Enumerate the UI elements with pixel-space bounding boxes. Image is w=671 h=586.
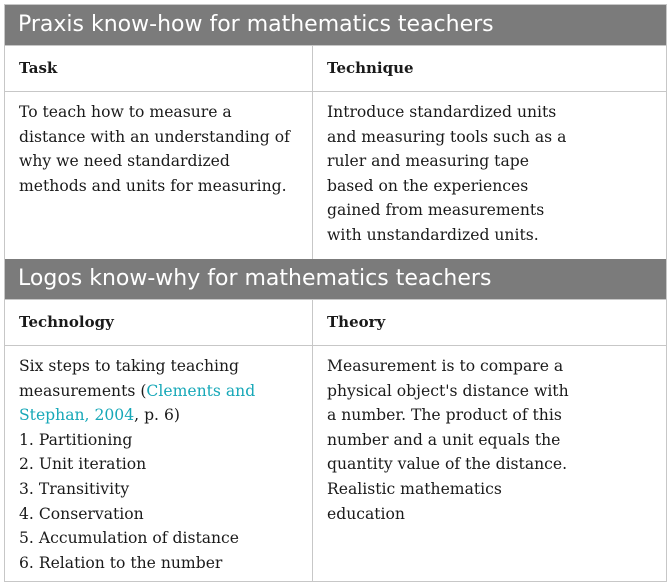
- task-column-header: Task: [5, 46, 313, 91]
- step-item: 3. Transitivity: [19, 479, 130, 498]
- theory-cell: [313, 346, 666, 581]
- theory-line: quantity value of the distance.: [327, 455, 568, 474]
- logos-section-header: Logos know-why for mathematics teachers: [5, 259, 666, 299]
- step-item: 2. Unit iteration: [19, 455, 147, 474]
- technique-line: based on the experiences: [327, 176, 529, 195]
- technique-column-header: Technique: [327, 59, 414, 77]
- step-item: 1. Partitioning: [19, 430, 133, 449]
- technique-cell: [313, 92, 666, 259]
- praxis-section-header: Praxis know-how for mathematics teachers: [5, 5, 666, 45]
- theory-line: Measurement is to compare a: [327, 357, 564, 375]
- step-item: 6. Relation to the number: [19, 553, 223, 572]
- technique-line: with unstandardized units.: [327, 225, 539, 244]
- task-line: why we need standardized: [19, 152, 230, 171]
- step-item: 4. Conservation: [19, 504, 144, 523]
- citation-link[interactable]: Clements and: [146, 381, 256, 400]
- logos-content-row: [5, 345, 666, 581]
- logos-column-headers: [5, 299, 666, 345]
- technology-cell: [5, 346, 313, 581]
- theory-line: number and a unit equals the: [327, 430, 561, 449]
- theory-line: physical object's distance with: [327, 381, 569, 400]
- technique-line: Introduce standardized units: [327, 103, 557, 121]
- technology-citation-line: [19, 379, 300, 404]
- technique-line: and measuring tools such as a: [327, 127, 567, 146]
- theory-column-header: Theory: [327, 313, 386, 331]
- technology-citation-line: [19, 403, 300, 428]
- task-cell: [5, 92, 313, 259]
- praxis-content-row: [5, 91, 666, 259]
- technology-intro-prefix: measurements (: [19, 381, 147, 400]
- technique-line: gained from measurements: [327, 201, 545, 220]
- theory-line: a number. The product of this: [327, 406, 562, 425]
- technology-column-header: Technology: [5, 300, 313, 345]
- technology-page-ref: , p. 6): [134, 406, 180, 425]
- theory-line: Realistic mathematics: [327, 479, 502, 498]
- task-line: distance with an understanding of: [19, 127, 290, 146]
- technology-intro-line: Six steps to taking teaching: [19, 357, 240, 375]
- step-item: 5. Accumulation of distance: [19, 529, 240, 548]
- task-line: methods and units for measuring.: [19, 176, 287, 195]
- task-line: To teach how to measure a: [19, 103, 232, 121]
- praxis-column-headers: [5, 45, 666, 91]
- citation-link[interactable]: Stephan, 2004: [19, 406, 135, 425]
- know-how-table: [4, 4, 667, 582]
- technique-line: ruler and measuring tape: [327, 152, 529, 171]
- theory-line: education: [327, 504, 405, 523]
